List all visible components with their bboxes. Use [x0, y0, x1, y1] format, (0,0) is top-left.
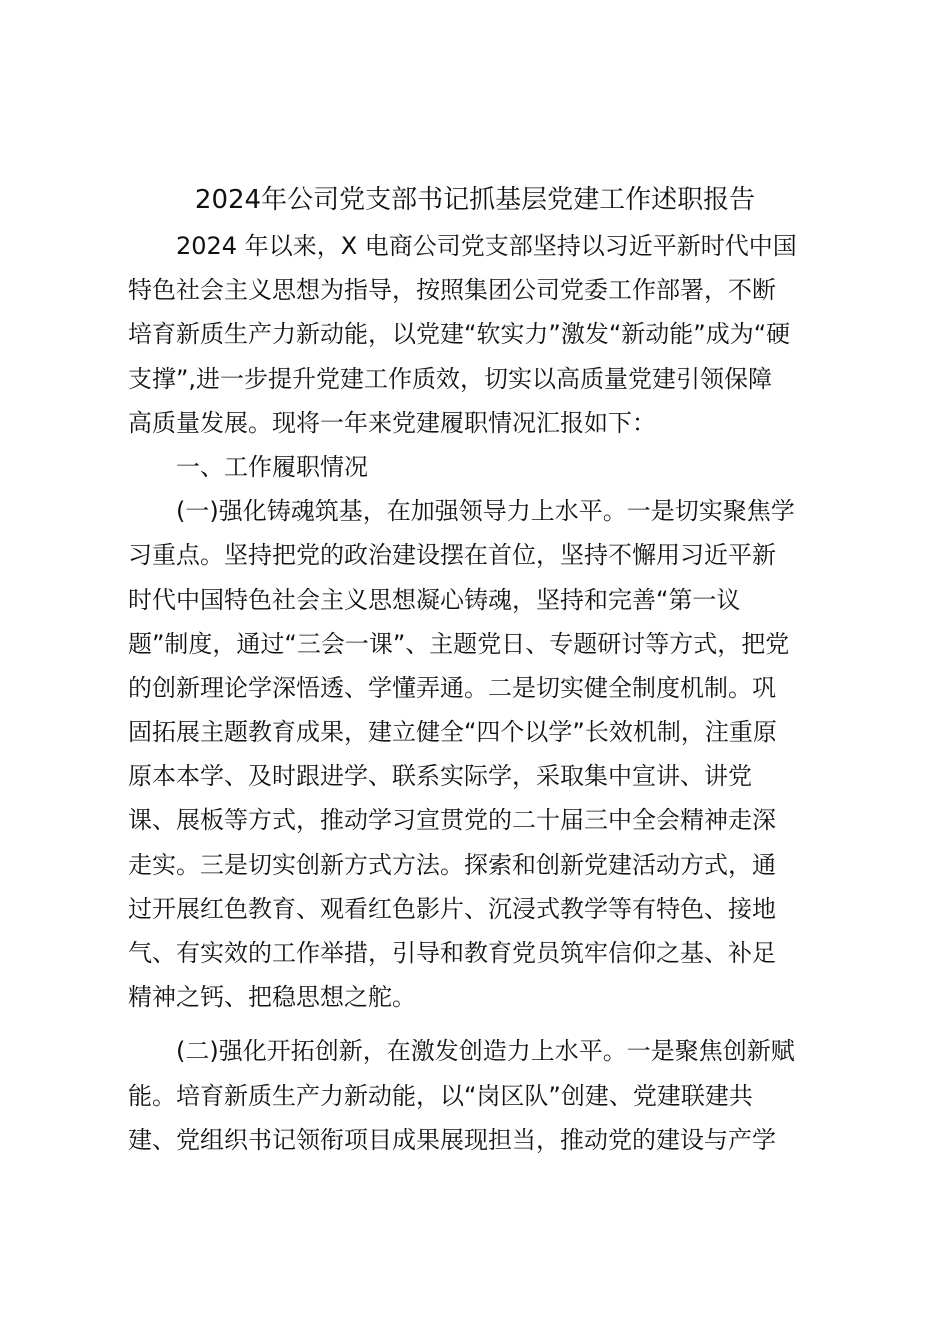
text-line: 培育新质生产力新动能，以党建“软实力”激发“新动能”成为“硬 — [128, 320, 791, 349]
text-line: 建、党组织书记领衔项目成果展现担当，推动党的建设与产学 — [128, 1125, 776, 1154]
text-line: 支撑”,进一步提升党建工作质效，切实以高质量党建引领保障 — [128, 364, 773, 393]
text-line: 题”制度，通过“三会一课”、主题党日、专题研讨等方式，把党 — [128, 629, 790, 658]
text-line: 2024 年以来，X 电商公司党支部坚持以习近平新时代中国 — [176, 232, 797, 260]
text-line: 固拓展主题教育成果，建立健全“四个以学”长效机制，注重原 — [128, 718, 777, 747]
text-line: 原本本学、及时跟进学、联系实际学，采取集中宣讲、讲党 — [128, 762, 752, 791]
paragraph-part-one — [128, 489, 828, 1019]
paragraph-intro — [128, 224, 828, 445]
document-title: 2024年公司党支部书记抓基层党建工作述职报告 — [194, 185, 756, 215]
text-line: 特色社会主义思想为指导，按照集团公司党委工作部署，不断 — [128, 276, 776, 305]
paragraph-part-two — [128, 1029, 828, 1162]
text-line: 能。培育新质生产力新动能，以“岗区队”创建、党建联建共 — [128, 1081, 753, 1110]
text-line: 气、有实效的工作举措，引导和教育党员筑牢信仰之基、补足 — [128, 939, 776, 967]
heading-line: 一、工作履职情况 — [176, 452, 368, 481]
paragraph-gap — [128, 1019, 828, 1029]
text-line: 走实。三是切实创新方式方法。探索和创新党建活动方式，通 — [128, 850, 776, 879]
text-line: (二)强化开拓创新，在激发创造力上水平。一是聚焦创新赋 — [176, 1037, 795, 1066]
text-line: 课、展板等方式，推动学习宣贯党的二十届三中全会精神走深 — [128, 806, 776, 835]
section-heading — [128, 445, 828, 489]
text-line: 习重点。坚持把党的政治建设摆在首位，坚持不懈用习近平新 — [128, 541, 776, 570]
text-line: 高质量发展。现将一年来党建履职情况汇报如下： — [128, 408, 656, 437]
text-line: 过开展红色教育、观看红色影片、沉浸式教学等有特色、接地 — [128, 894, 776, 923]
text-line: 时代中国特色社会主义思想凝心铸魂，坚持和完善“第一议 — [128, 585, 741, 614]
document-body — [128, 224, 828, 1162]
text-line: (一)强化铸魂筑基，在加强领导力上水平。一是切实聚焦学 — [176, 497, 795, 526]
text-line: 精神之钙、把稳思想之舵。 — [128, 983, 416, 1012]
text-line: 的创新理论学深悟透、学懂弄通。二是切实健全制度机制。巩 — [128, 673, 776, 702]
